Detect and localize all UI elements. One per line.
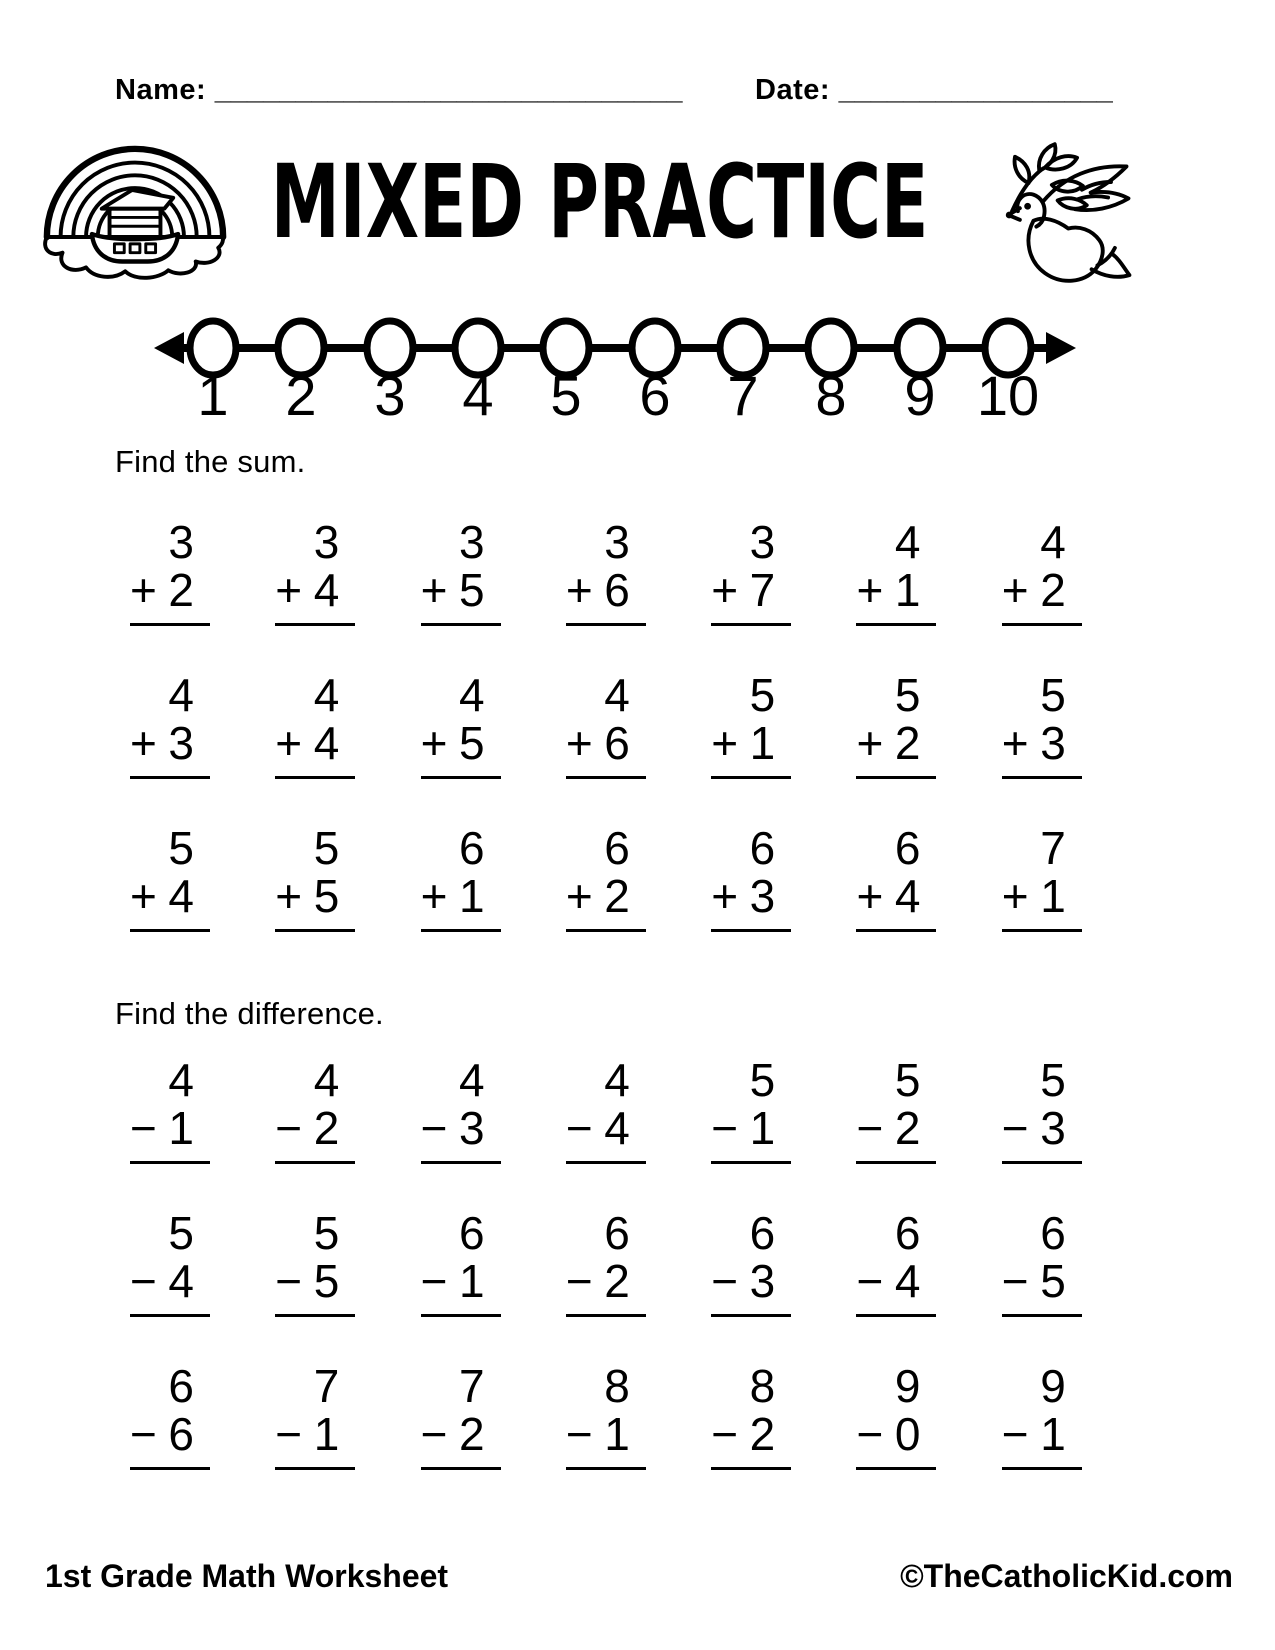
operands-row [1002,872,1082,920]
copyright-label: ©TheCatholicKid.com [900,1558,1233,1594]
bottom-operand: 1 [168,1102,194,1154]
operands-row [130,1410,210,1458]
page-title: MIXED PRACTICE [271,142,929,262]
operator-sign: + [130,870,157,922]
top-operand: 9 [894,1360,921,1412]
bottom-operand: 4 [604,1102,630,1154]
left-arrow-icon [154,332,184,364]
top-operand: 4 [1040,516,1066,568]
operands-row [421,1257,501,1305]
top-operand: 3 [749,516,776,568]
bottom-operand: 2 [604,1255,630,1307]
answer-line [421,929,501,932]
math-problem [566,824,646,932]
math-problem [130,824,210,932]
section-heading: Find the difference. [115,996,384,1031]
answer-line [421,1161,501,1164]
answer-line [566,1161,646,1164]
math-problem [711,1056,791,1164]
operands-row [130,719,210,767]
operands-row [711,1257,791,1305]
bottom-operand: 4 [894,870,921,922]
operands-row [856,872,936,920]
operands-row [130,1104,210,1152]
operands-row [856,1257,936,1305]
operator-sign: − [856,1255,884,1307]
operands-row [856,1410,936,1458]
math-problem [130,1209,210,1317]
bottom-operand: 1 [459,870,485,922]
bottom-operand: 1 [1040,870,1066,922]
top-operand: 4 [459,669,485,721]
top-operand: 4 [459,1054,485,1106]
find-the-difference-section [115,996,1147,1470]
top-operand: 5 [168,1207,194,1259]
number-line-label: 5 [550,364,582,425]
answer-line [856,776,936,779]
answer-line [1002,1467,1082,1470]
top-operand: 5 [749,1054,776,1106]
bottom-operand: 1 [604,1408,630,1460]
bottom-operand: 1 [894,564,921,616]
math-problem [421,824,501,932]
operator-sign: + [275,717,303,769]
number-line-label: 6 [639,364,671,425]
math-problem [275,1362,355,1470]
operator-sign: − [565,1408,593,1460]
operator-sign: + [711,717,739,769]
top-operand: 6 [168,1360,194,1412]
math-problem [711,518,791,626]
top-operand: 6 [894,1207,921,1259]
answer-line [130,776,210,779]
top-operand: 4 [168,1054,194,1106]
answer-line [1002,1161,1082,1164]
operands-row [1002,566,1082,614]
top-operand: 5 [313,1207,340,1259]
top-operand: 6 [604,1207,630,1259]
answer-line [275,1467,355,1470]
top-operand: 4 [894,516,921,568]
operands-row [566,1410,646,1458]
bottom-operand: 3 [1040,1102,1066,1154]
subtraction-problems-grid [130,1056,1147,1470]
top-operand: 6 [894,822,921,874]
math-problem [1002,1056,1082,1164]
name-label: Name: [115,74,207,106]
bottom-operand: 5 [313,870,340,922]
top-operand: 7 [459,1360,485,1412]
answer-line [711,1314,791,1317]
math-problem [856,1209,936,1317]
operator-sign: + [1001,870,1029,922]
math-problem [566,1362,646,1470]
operands-row [566,1104,646,1152]
operands-row [421,1410,501,1458]
bottom-operand: 1 [459,1255,485,1307]
math-problem [856,824,936,932]
top-operand: 6 [1040,1207,1066,1259]
answer-line [130,929,210,932]
name-field [115,74,682,107]
answer-line [711,1467,791,1470]
top-operand: 5 [168,822,194,874]
number-line-label: 2 [285,364,317,425]
math-problem [275,671,355,779]
operator-sign: − [565,1102,593,1154]
bottom-operand: 5 [459,717,485,769]
top-operand: 5 [894,669,921,721]
operator-sign: + [420,564,448,616]
operands-row [421,1104,501,1152]
answer-line [856,1161,936,1164]
operands-row [130,1257,210,1305]
operator-sign: + [130,564,157,616]
bottom-operand: 1 [749,717,776,769]
math-problem [856,671,936,779]
math-problem [1002,1209,1082,1317]
operator-sign: + [275,564,303,616]
answer-line [130,1314,210,1317]
operands-row [711,1104,791,1152]
answer-line [566,776,646,779]
operands-row [421,872,501,920]
operands-row [421,719,501,767]
answer-line [566,1467,646,1470]
operands-row [566,1257,646,1305]
answer-line [566,1314,646,1317]
answer-line [421,1467,501,1470]
operands-row [711,872,791,920]
answer-line [130,1161,210,1164]
find-the-sum-section [115,444,1147,932]
math-problem [566,1056,646,1164]
operator-sign: − [856,1102,884,1154]
bottom-operand: 1 [749,1102,776,1154]
answer-line [1002,1314,1082,1317]
operator-sign: + [711,870,739,922]
math-problem [856,1056,936,1164]
answer-line [130,623,210,626]
math-problem [1002,824,1082,932]
top-operand: 3 [604,516,630,568]
answer-line [711,623,791,626]
operands-row [711,1410,791,1458]
bottom-operand: 4 [168,870,194,922]
number-line [150,303,1080,425]
date-label: Date: [755,74,831,106]
bottom-operand: 2 [894,717,921,769]
math-problem [130,518,210,626]
answer-line [1002,623,1082,626]
bottom-operand: 5 [459,564,485,616]
answer-line [275,1314,355,1317]
operands-row [856,566,936,614]
operands-row [130,566,210,614]
top-operand: 5 [1040,669,1066,721]
operator-sign: − [130,1408,157,1460]
bottom-operand: 3 [459,1102,485,1154]
bottom-operand: 6 [168,1408,194,1460]
answer-line [1002,776,1082,779]
number-line-label: 10 [976,364,1040,425]
answer-line [711,929,791,932]
bottom-operand: 2 [894,1102,921,1154]
operator-sign: + [420,870,448,922]
operator-sign: + [856,564,884,616]
operands-row [566,719,646,767]
math-problem [275,518,355,626]
math-problem [856,1362,936,1470]
dove-olive-branch-illustration [983,140,1143,288]
operator-sign: − [1001,1408,1029,1460]
operands-row [1002,1257,1082,1305]
math-problem [275,1056,355,1164]
bottom-operand: 3 [168,717,194,769]
operator-sign: − [275,1408,303,1460]
number-line-label: 3 [374,364,406,425]
worksheet-grade-label: 1st Grade Math Worksheet [45,1558,449,1594]
operands-row [275,1104,355,1152]
operands-row [421,566,501,614]
bottom-operand: 3 [749,1255,776,1307]
answer-line [856,929,936,932]
bottom-operand: 6 [604,717,630,769]
operator-sign: + [856,717,884,769]
operands-row [856,719,936,767]
top-operand: 4 [168,669,194,721]
bottom-operand: 2 [313,1102,340,1154]
date-blank-line: _________________ [838,74,1113,106]
operands-row [566,872,646,920]
operator-sign: + [565,870,593,922]
math-problem [1002,1362,1082,1470]
answer-line [856,1467,936,1470]
math-problem [856,518,936,626]
operator-sign: − [275,1255,303,1307]
top-operand: 3 [313,516,340,568]
answer-line [130,1467,210,1470]
operator-sign: + [1001,564,1029,616]
bottom-operand: 3 [1040,717,1066,769]
top-operand: 7 [1040,822,1066,874]
operands-row [130,872,210,920]
bottom-operand: 5 [313,1255,340,1307]
operator-sign: − [711,1408,739,1460]
operator-sign: − [420,1255,448,1307]
answer-line [275,1161,355,1164]
math-problem [275,824,355,932]
bottom-operand: 4 [313,717,340,769]
operator-sign: − [1001,1102,1029,1154]
bottom-operand: 7 [749,564,776,616]
bottom-operand: 4 [313,564,340,616]
top-operand: 3 [168,516,194,568]
bottom-operand: 1 [313,1408,340,1460]
operator-sign: − [856,1408,884,1460]
number-line-label: 1 [197,364,229,425]
number-line-label: 9 [904,364,936,425]
top-operand: 5 [749,669,776,721]
top-operand: 6 [459,1207,485,1259]
math-problem [421,1056,501,1164]
bottom-operand: 5 [1040,1255,1066,1307]
top-operand: 4 [313,1054,340,1106]
bottom-operand: 2 [1040,564,1066,616]
operands-row [275,872,355,920]
bottom-operand: 4 [894,1255,921,1307]
operator-sign: + [711,564,739,616]
operands-row [856,1104,936,1152]
bottom-operand: 2 [749,1408,776,1460]
top-operand: 4 [604,669,630,721]
answer-line [421,1314,501,1317]
operator-sign: − [420,1408,448,1460]
answer-line [566,929,646,932]
math-problem [421,518,501,626]
bottom-operand: 2 [168,564,194,616]
math-problem [421,1362,501,1470]
operands-row [1002,719,1082,767]
math-problem [275,1209,355,1317]
math-problem [130,671,210,779]
top-operand: 8 [604,1360,630,1412]
math-problem [711,1362,791,1470]
math-problem [130,1056,210,1164]
top-operand: 6 [749,1207,776,1259]
operator-sign: + [1001,717,1029,769]
answer-line [856,623,936,626]
math-problem [1002,518,1082,626]
operator-sign: + [856,870,884,922]
number-line-label: 8 [815,364,847,425]
operands-row [1002,1410,1082,1458]
math-problem [711,671,791,779]
top-operand: 5 [894,1054,921,1106]
math-problem [130,1362,210,1470]
operands-row [711,566,791,614]
math-problem [1002,671,1082,779]
operands-row [275,566,355,614]
answer-line [856,1314,936,1317]
section-heading: Find the sum. [115,444,306,479]
answer-line [275,929,355,932]
answer-line [275,623,355,626]
operands-row [711,719,791,767]
operands-row [275,719,355,767]
operator-sign: − [420,1102,448,1154]
top-operand: 4 [313,669,340,721]
bottom-operand: 4 [168,1255,194,1307]
math-problem [566,1209,646,1317]
operator-sign: − [130,1102,157,1154]
math-problem [711,824,791,932]
operator-sign: − [711,1255,739,1307]
answer-line [275,776,355,779]
top-operand: 6 [604,822,630,874]
operator-sign: − [130,1255,157,1307]
math-problem [566,671,646,779]
answer-line [711,1161,791,1164]
math-problem [421,671,501,779]
operator-sign: + [565,717,593,769]
top-operand: 5 [1040,1054,1066,1106]
top-operand: 9 [1040,1360,1066,1412]
date-field [755,74,1113,107]
operator-sign: − [275,1102,303,1154]
operator-sign: + [275,870,303,922]
operator-sign: + [565,564,593,616]
operator-sign: + [130,717,157,769]
math-problem [421,1209,501,1317]
answer-line [711,776,791,779]
number-line-label: 4 [462,364,494,425]
answer-line [421,623,501,626]
addition-problems-grid [130,518,1147,932]
bottom-operand: 2 [604,870,630,922]
bottom-operand: 2 [459,1408,485,1460]
number-line-label: 7 [727,364,759,425]
operator-sign: − [1001,1255,1029,1307]
bottom-operand: 3 [749,870,776,922]
top-operand: 6 [749,822,776,874]
top-operand: 7 [313,1360,340,1412]
math-problem [566,518,646,626]
operator-sign: − [711,1102,739,1154]
bottom-operand: 6 [604,564,630,616]
top-operand: 3 [459,516,485,568]
operands-row [275,1257,355,1305]
top-operand: 4 [604,1054,630,1106]
operands-row [275,1410,355,1458]
answer-line [421,776,501,779]
title-banner [215,142,985,262]
bottom-operand: 1 [1040,1408,1066,1460]
answer-line [1002,929,1082,932]
top-operand: 8 [749,1360,776,1412]
name-blank-line: _____________________________ [214,74,683,106]
bottom-operand: 0 [894,1408,921,1460]
rainbow-noahs-ark-illustration [36,143,234,285]
top-operand: 6 [459,822,485,874]
operands-row [1002,1104,1082,1152]
operands-row [566,566,646,614]
answer-line [566,623,646,626]
operator-sign: + [420,717,448,769]
operator-sign: − [565,1255,593,1307]
math-problem [711,1209,791,1317]
right-arrow-icon [1046,332,1076,364]
top-operand: 5 [313,822,340,874]
